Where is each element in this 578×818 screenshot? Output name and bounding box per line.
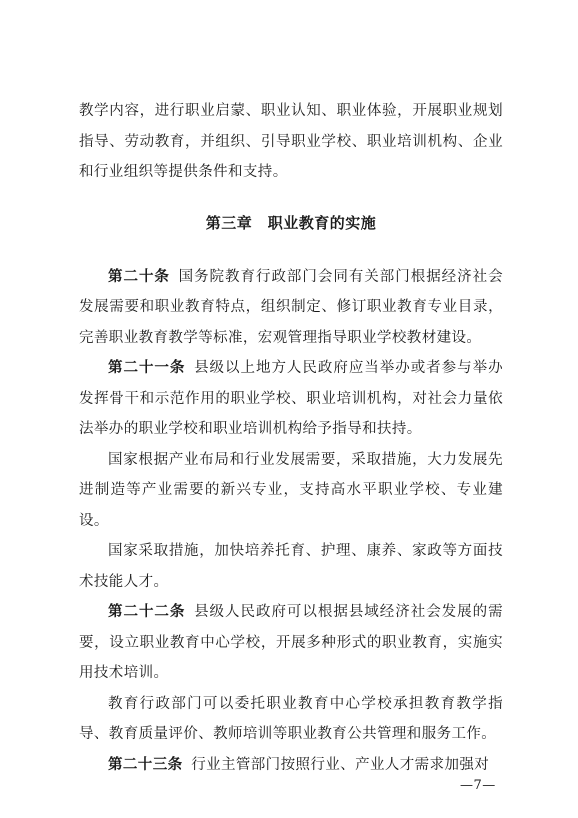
article-22 [79,597,503,689]
article-text: 县级以上地方人民政府应当举办或者参与举办发挥骨干和示范作用的职业学校、职业培训机构，对社会力量依法举办的职业学校和职业培训机构给予指导和扶持。 [79,360,504,437]
article-label: 第二十条 [108,268,170,285]
article-21-paragraph-3: 国家采取措施，加快培养托育、护理、康养、家政等方面技术技能人才。 [79,543,503,590]
article-text: 县级人民政府可以根据县域经济社会发展的需要，设立职业教育中心学校，开展多种形式的职业教育，实施实用技术培训。 [79,604,504,681]
article-21-paragraph-2: 国家根据产业布局和行业发展需要，采取措施，大力发展先进制造等产业需要的新兴专业，支持高水平职业学校、专业建设。 [79,451,503,529]
article-text: 行业主管部门按照行业、产业人才需求加强对 [191,756,490,773]
article-label: 第二十一条 [108,360,186,376]
document-body [79,96,503,780]
article-21 [79,353,503,445]
intro-paragraph: 教学内容，进行职业启蒙、职业认知、职业体验，开展职业规划指导、劳动教育，并组织、引导职业学校、职业培训机构、企业和行业组织等提供条件和支持。 [79,103,503,180]
article-23 [79,750,503,781]
article-22-paragraph-2: 教育行政部门可以委托职业教育中心学校承担教育教学指导、教育质量评价、教师培训等职业教育公共管理和服务工作。 [79,695,503,742]
page-number: —7— [460,778,496,793]
article-label: 第二十三条 [108,756,183,773]
article-text: 国务院教育行政部门会同有关部门根据经济社会发展需要和职业教育特点，组织制定、修订职业教育专业目录，完善职业教育教学等标准，宏观管理指导职业学校教材建设。 [79,268,503,346]
chapter-title: 第三章 职业教育的实施 [205,213,377,232]
article-label: 第二十二条 [108,604,186,620]
article-20 [79,262,503,354]
